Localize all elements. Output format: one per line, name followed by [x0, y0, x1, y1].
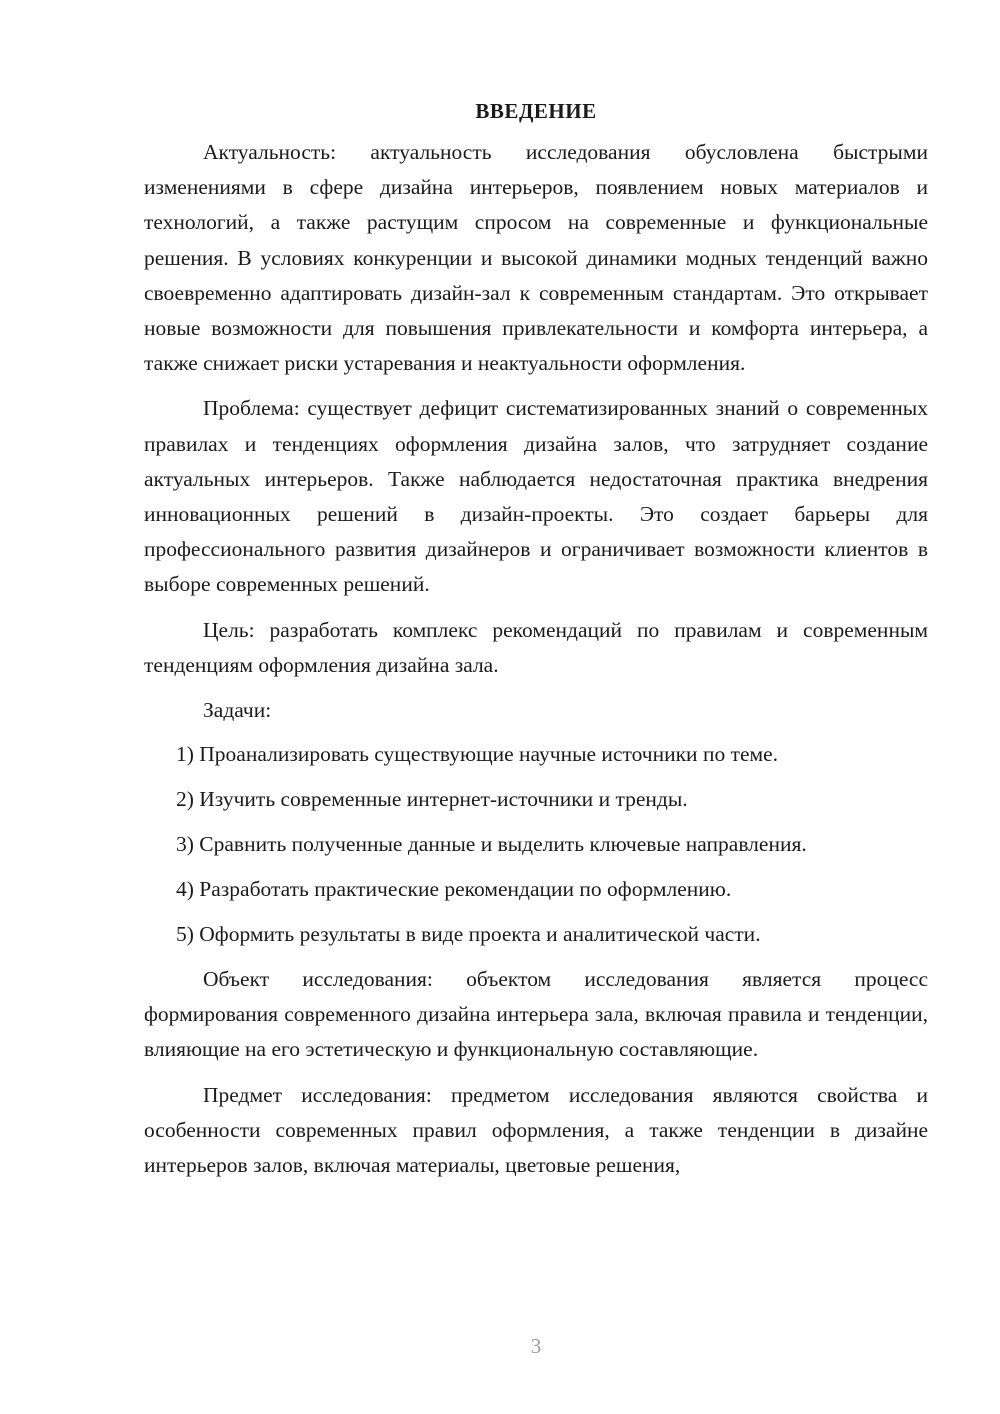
- tasks-title: Задачи:: [203, 698, 272, 723]
- task-item: 2) Изучить современные интернет-источники и тренды.: [176, 787, 688, 812]
- page-content: [144, 94, 928, 1193]
- paragraph-relevance: Актуальность: актуальность исследования обусловлена быстрыми изменениями в сфере дизайна интерьеров, появлением новых материалов и технологий, а также растущим спросом на современные и функциональные решения. В условиях конкуренции и высокой динамики модных тенденций важно своевременно адаптировать дизайн-зал к современным стандартам. Это открывает новые возможности для повышения привлекательности и комфорта интерьера, а также снижает риски устаревания и неактуальности оформления.: [144, 140, 928, 376]
- task-item: 5) Оформить результаты в виде проекта и аналитической части.: [176, 922, 761, 947]
- task-item: 3) Сравнить полученные данные и выделить ключевые направления.: [176, 832, 807, 857]
- page-number: 3: [530, 1334, 542, 1358]
- paragraph-object: Объект исследования: объектом исследования является процесс формирования современного дизайна интерьера зала, включая правила и тенденции, влияющие на его эстетическую и функциональную составляющие.: [144, 967, 928, 1062]
- paragraph-problem: Проблема: существует дефицит систематизированных знаний о современных правилах и тенденциях оформления дизайна залов, что затрудняет создание актуальных интерьеров. Также наблюдается недостаточная практика внедрения инновационных решений в дизайн-проекты. Это создает барьеры для профессионального развития дизайнеров и ограничивает возможности клиентов в выборе современных решений.: [144, 396, 928, 597]
- task-item: 4) Разработать практические рекомендации по оформлению.: [176, 877, 732, 902]
- section-heading: ВВЕДЕНИЕ: [475, 99, 597, 123]
- paragraph-subject: Предмет исследования: предметом исследования являются свойства и особенности современных правил оформления, а также тенденции в дизайне интерьеров залов, включая материалы, цветовые решения,: [144, 1082, 928, 1178]
- task-item: 1) Проанализировать существующие научные источники по теме.: [176, 742, 779, 767]
- paragraph-goal: Цель: разработать комплекс рекомендаций по правилам и современным тенденциям оформления дизайна зала.: [144, 617, 928, 677]
